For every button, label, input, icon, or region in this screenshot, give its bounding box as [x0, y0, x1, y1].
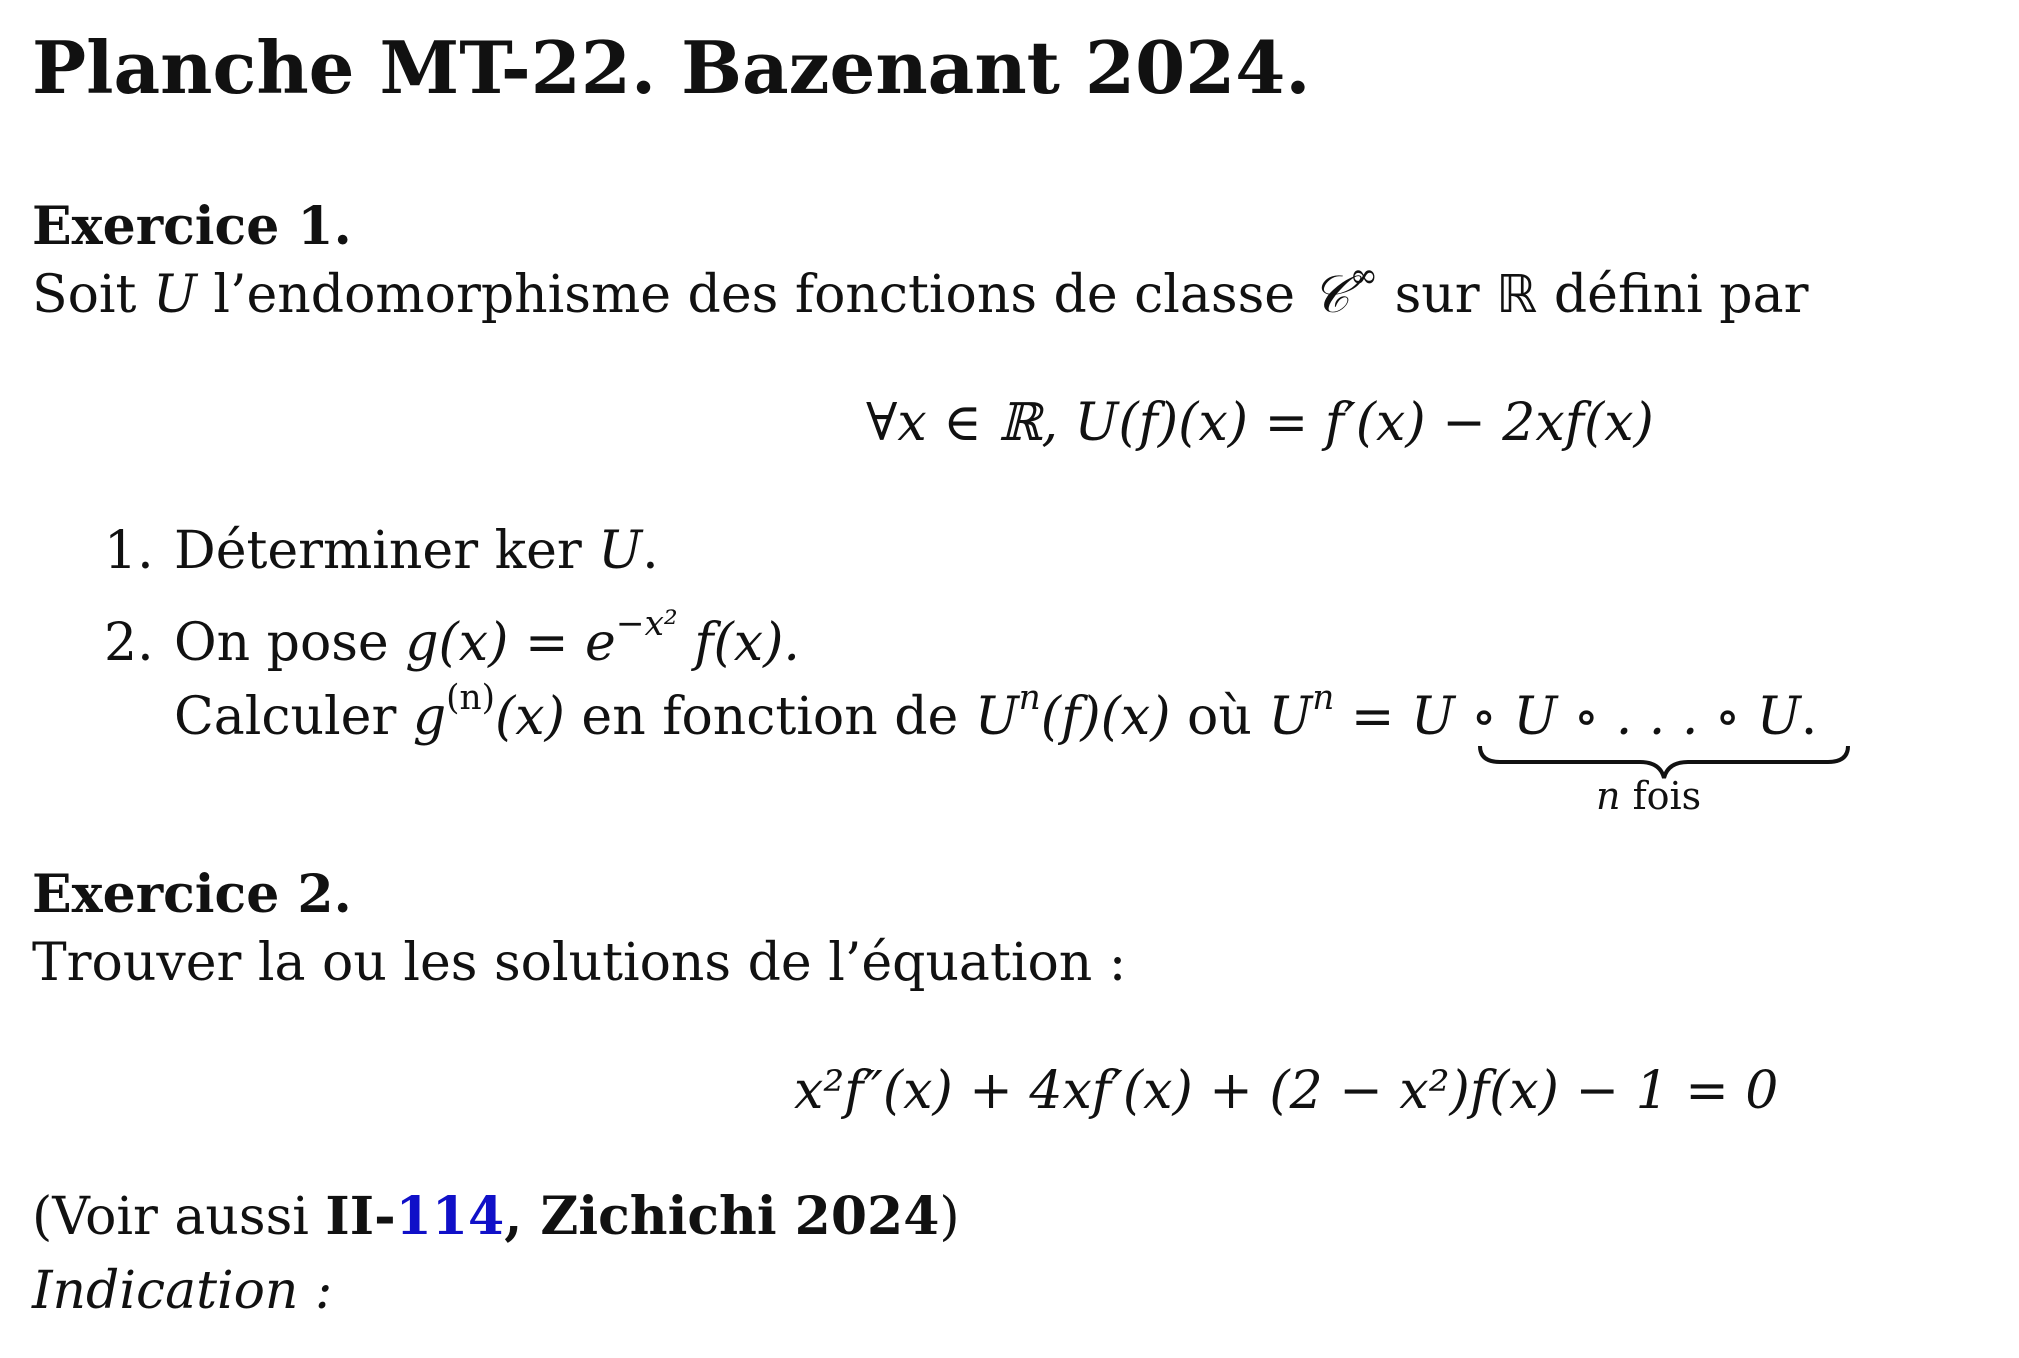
item-1-end: . [642, 521, 659, 581]
exercise-1-equation: ∀x ∈ ℝ, U(f)(x) = f′(x) − 2xf(x) [866, 393, 1654, 453]
intro-text-2: l’endomorphisme des fonctions de classe [196, 265, 1312, 325]
item-2-equals: = [1334, 687, 1411, 747]
intro-text-4: défini par [1537, 265, 1809, 325]
intro-text-1: Soit [32, 265, 153, 325]
item-2-number: 2. [104, 613, 154, 673]
see-also-line [32, 1186, 960, 1248]
intro-math-R: ℝ [1496, 265, 1538, 325]
see-also-close: ) [939, 1187, 960, 1247]
see-also-open: (Voir aussi [32, 1187, 326, 1247]
exercise-1-item-2-line-1 [104, 603, 800, 674]
item-2-math-Un: U [974, 687, 1019, 747]
item-1-math: U [598, 521, 643, 581]
intro-math-U: U [153, 265, 197, 325]
item-2-text-4: où [1170, 687, 1269, 747]
exercise-1-heading: Exercice 1. [32, 196, 352, 257]
item-2-math-Un-def: U [1268, 687, 1313, 747]
underbrace-n: n [1596, 774, 1621, 818]
item-1-number: 1. [104, 521, 154, 581]
see-also-link[interactable]: 114 [395, 1186, 505, 1247]
item-2-exponent: −x² [615, 603, 678, 644]
item-2-math-f: f(x). [677, 613, 800, 673]
see-also-prefix: II- [325, 1186, 396, 1247]
item-2-sup-n: (n) [446, 677, 495, 718]
exercise-2-equation: x²f″(x) + 4xf′(x) + (2 − x²)f(x) − 1 = 0 [794, 1061, 1779, 1121]
item-2-sup-n2: n [1018, 677, 1041, 718]
item-2-text-1: On pose [174, 613, 406, 673]
intro-math-C: 𝒞 [1311, 265, 1350, 325]
underbrace-fois: fois [1620, 774, 1702, 818]
intro-text-3: sur [1378, 265, 1497, 325]
page-title: Planche MT-22. Bazenant 2024. [32, 25, 1311, 110]
item-2-text-2: Calculer [174, 687, 413, 747]
item-2-math-gn: g [412, 687, 447, 747]
item-2-math-g: g(x) = e [405, 613, 616, 673]
item-2-sup-n3: n [1312, 677, 1335, 718]
underbrace-note [1596, 774, 1701, 818]
item-1-text: Déterminer ker [174, 521, 599, 581]
exercise-1-intro [32, 255, 1809, 326]
exercise-1-item-2-line-2 [174, 677, 1818, 748]
see-also-source: , Zichichi 2024 [504, 1186, 940, 1247]
item-2-math-fx: (f)(x) [1040, 687, 1171, 747]
intro-math-infinity: ∞ [1349, 255, 1379, 296]
exercise-2-heading: Exercice 2. [32, 864, 352, 925]
item-2-math-x: (x) [495, 687, 565, 747]
item-2-period: . [1800, 687, 1818, 747]
exercise-2-intro: Trouver la ou les solutions de l’équation : [32, 933, 1127, 993]
item-2-text-3: en fonction de [564, 687, 975, 747]
exercise-1-item-1 [104, 520, 659, 582]
item-2-composition: U ∘ U ∘ . . . ∘ U [1410, 687, 1801, 747]
indication-label: Indication : [32, 1261, 333, 1321]
